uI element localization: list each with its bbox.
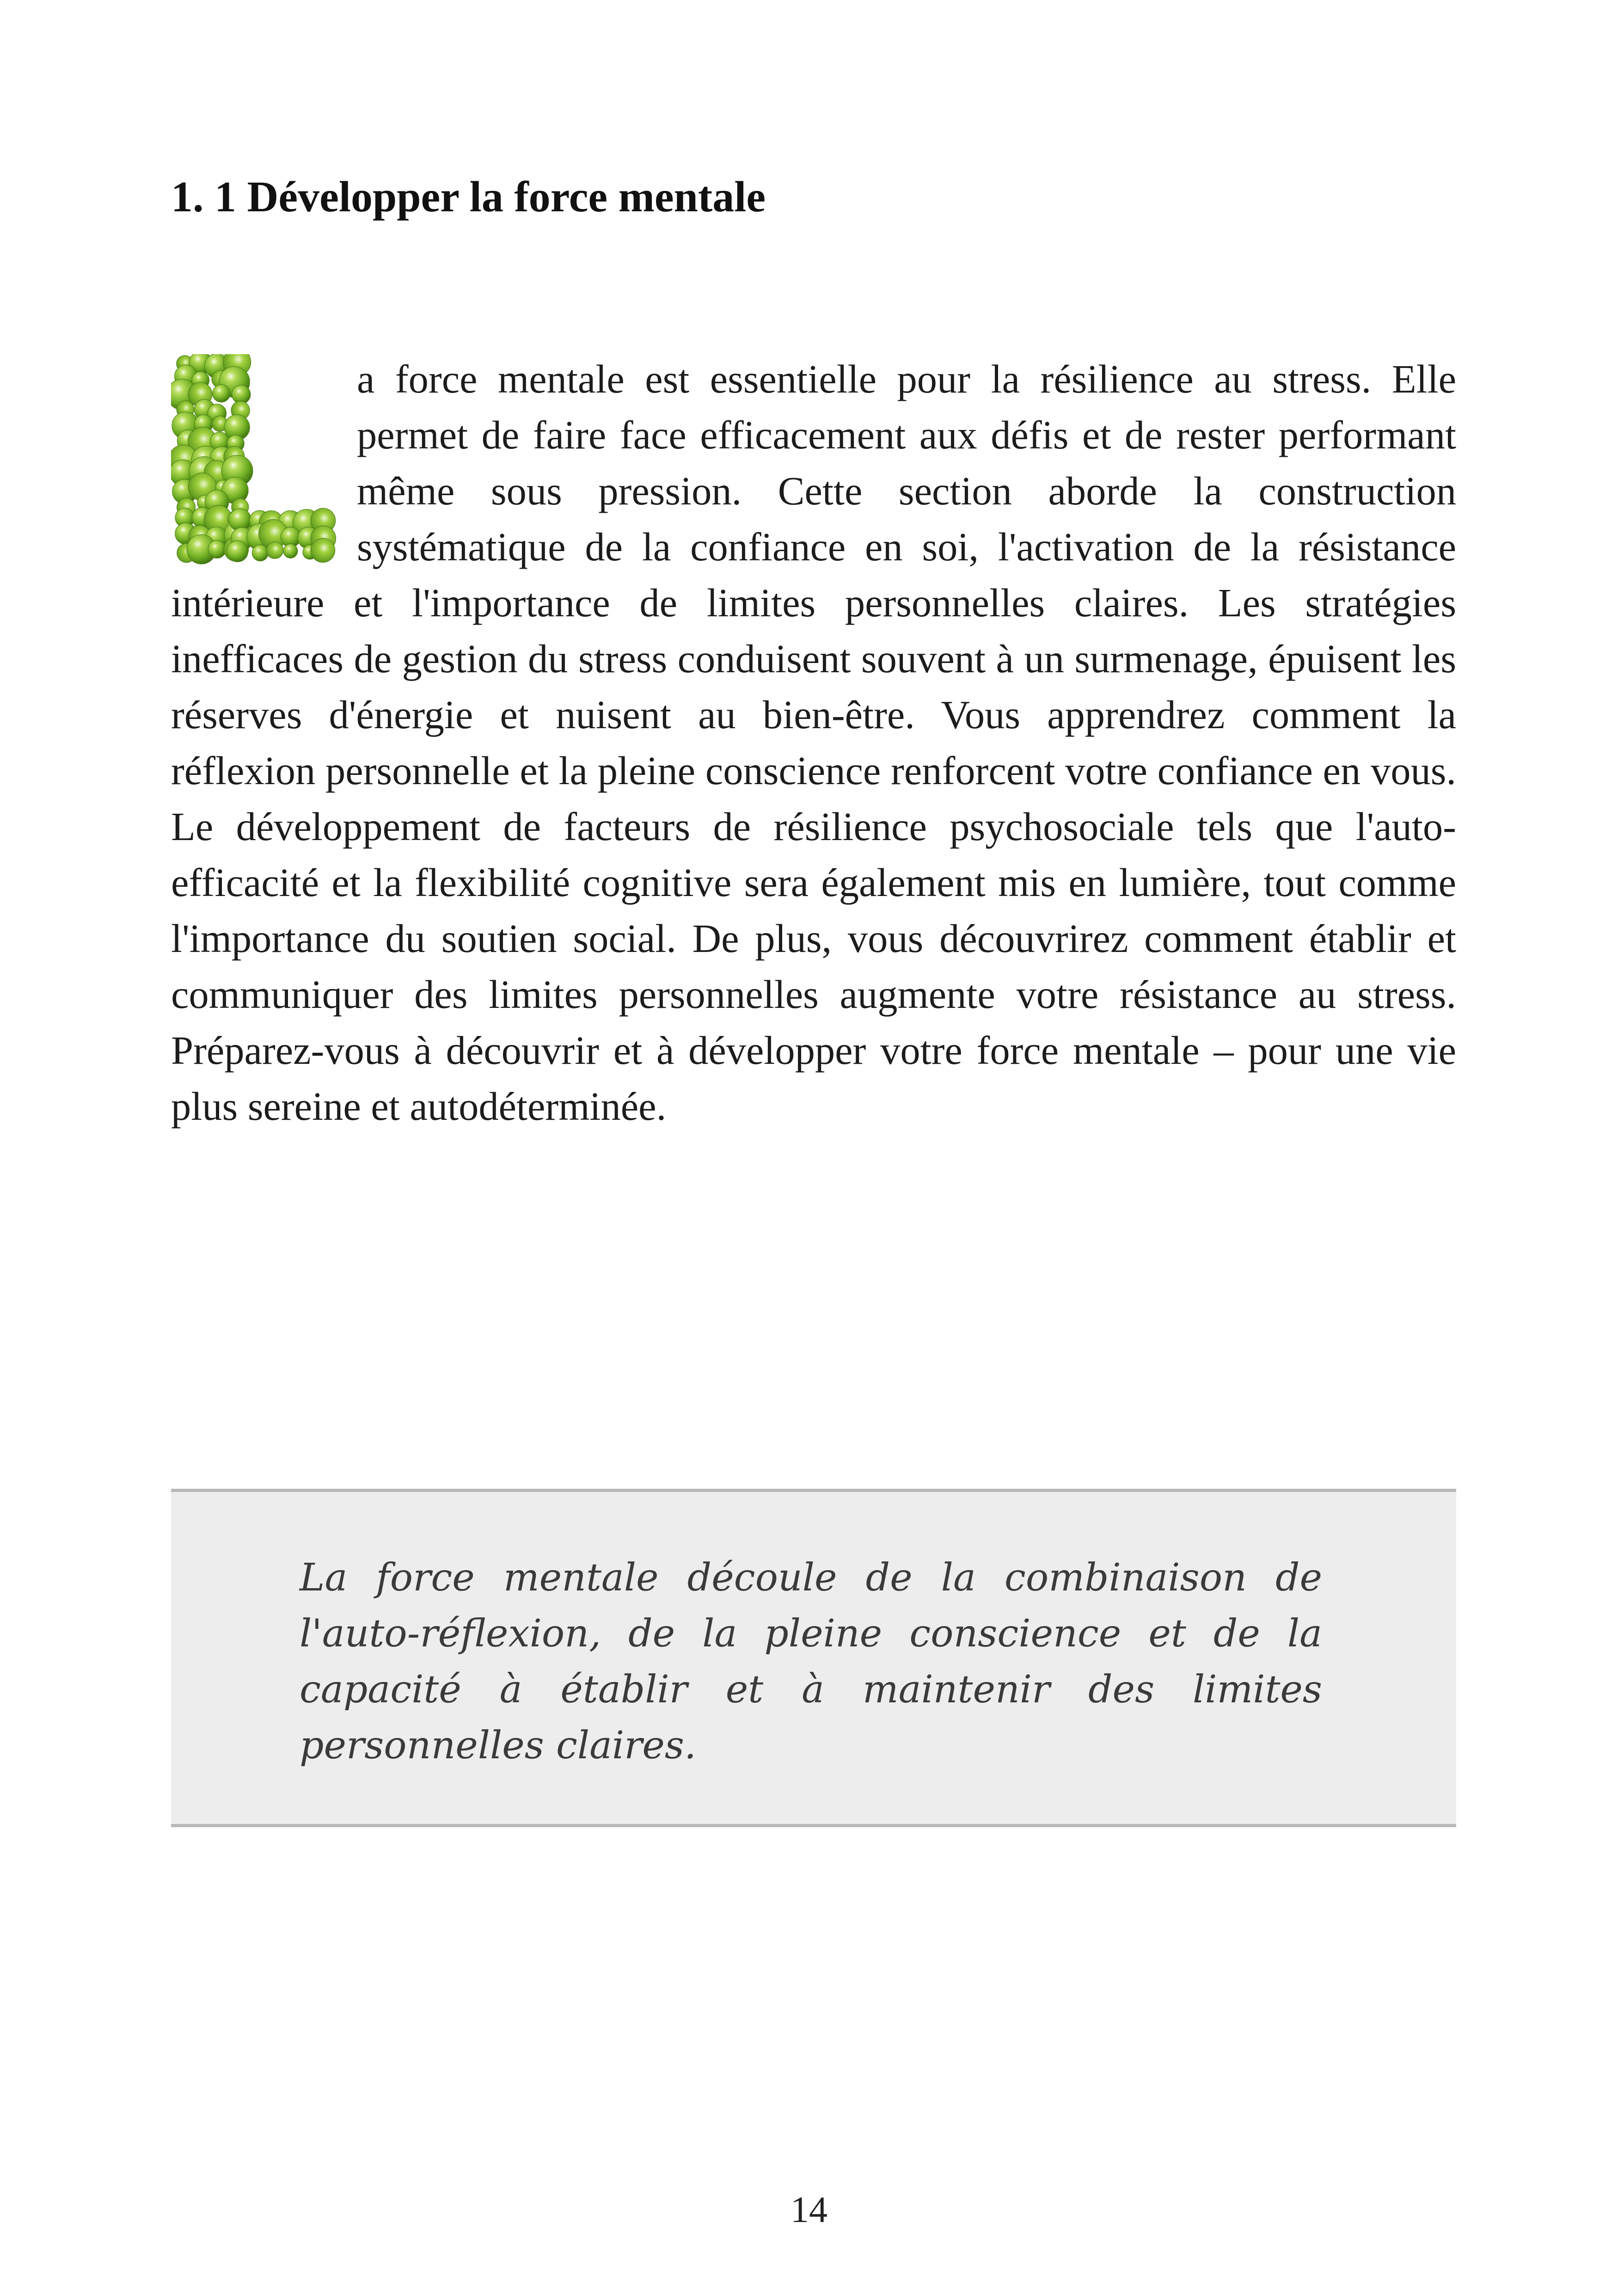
dropcap-sphere (266, 542, 283, 559)
paragraph-text: a force mentale est essentielle pour la résilience au stress. Elle permet de faire face efficacement aux défis et de rester performant même sous pression. Cette section aborde la construction systématique de la confiance en soi, l'activation de la résistance intérieure et l'importance de limites personnelles claires. Les stratégies inefficaces de gestion du stress conduisent souvent à un surmenage, épuisent les réserves d'énergie et nuisent au bien-être. Vous apprendrez comment la réflexion personnelle et la pleine conscience renforcent votre confiance en vous. Le développement de facteurs de résilience psychosociale tels que l'auto-efficacité et la flexibilité cognitive sera également mis en lumière, tout comme l'importance du soutien social. De plus, vous découvrirez comment établir et communiquer des limites personnelles augmente votre résistance au stress. Préparez-vous à découvrir et à développer votre force mentale – pour une vie plus sereine et autodéterminée. (171, 357, 1456, 1129)
dropcap-sphere (283, 544, 298, 558)
dropcap-sphere (252, 545, 268, 561)
dropcap-sphere (227, 541, 248, 562)
dropcap-sphere (311, 538, 335, 562)
body-paragraph (171, 351, 1456, 1135)
section-heading: 1. 1 Développer la force mentale (171, 173, 766, 221)
callout-box (171, 1489, 1456, 1827)
page-number: 14 (791, 2190, 827, 2230)
callout-text: La force mentale découle de la combinaison de l'auto-réflexion, de la pleine conscience et de la capacité à établir et à maintenir des limites personnelles claires. (300, 1556, 1322, 1768)
dropcap-sphere (213, 385, 230, 402)
dropcap-letter-l-image (171, 354, 337, 575)
dropcap-sphere (208, 540, 226, 559)
